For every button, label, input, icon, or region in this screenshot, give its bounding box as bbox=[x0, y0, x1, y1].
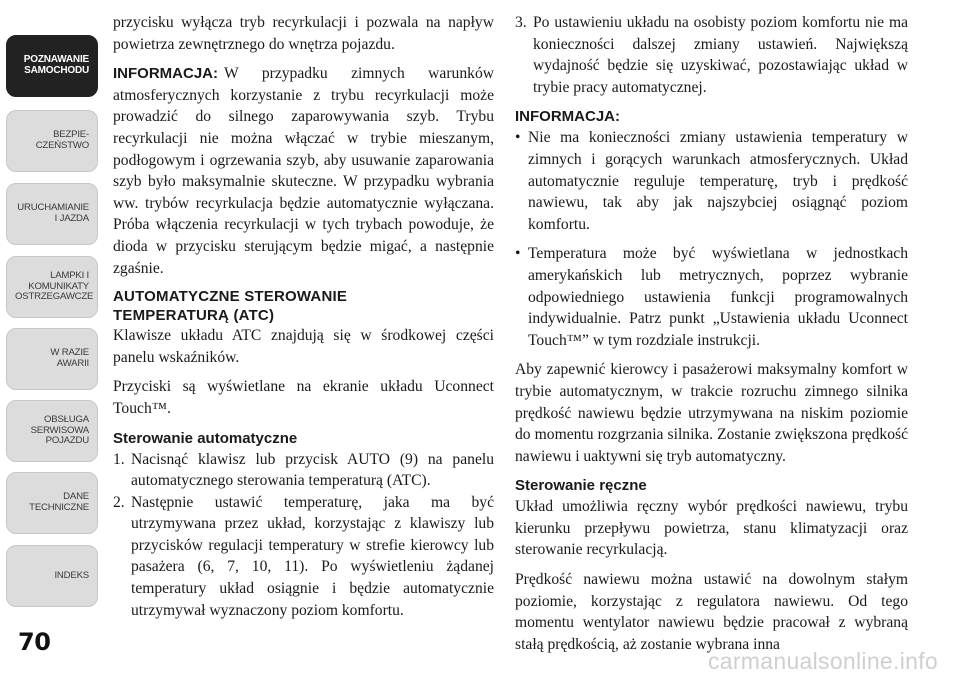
tab-label: POJAZDU bbox=[45, 435, 89, 447]
list-item bbox=[515, 12, 908, 98]
tab-obsluga-serwisowa[interactable] bbox=[6, 400, 98, 462]
tab-label: BEZPIE- bbox=[53, 129, 89, 141]
right-column bbox=[515, 12, 908, 663]
list-text: Po ustawieniu układu na osobisty poziom komfortu nie ma konieczności dalszej zmiany ustawień. Największą wydajność będzie się uzyskiwać, pozostawiając układ w trybie pracy automatycznej. bbox=[533, 14, 908, 96]
bullet-dot-icon: • bbox=[515, 129, 521, 147]
list-item bbox=[113, 492, 494, 622]
tab-w-razie-awarii[interactable] bbox=[6, 328, 98, 390]
tab-label: LAMPKI I bbox=[50, 270, 89, 282]
tab-label: SAMOCHODU bbox=[24, 65, 89, 76]
tab-label: URUCHAMIANIE bbox=[17, 202, 89, 214]
paragraph: Klawisze układu ATC znajdują się w środkowej części panelu wskaźników. bbox=[113, 327, 494, 366]
chapter-sidebar bbox=[0, 0, 104, 678]
tab-label: CZEŃSTWO bbox=[35, 140, 89, 151]
info-text: W przypadku zimnych warunków atmosferycznych korzystanie z trybu recyrkulacji może prowadzić do silnego zaparowywania szyb. Trybu recyrkulacji nie można włączać w trybie mieszanym, podłogowym i ogrzewania szyb, aby usuwanie zaparowania szyb było maksymalnie skuteczne. W przypadku wybrania ww. trybów recyrkulacja będzie automatycznie wyłączana. Próba włączenia recyrkulacji w tych trybach powoduje, że dioda w przycisku sterującym będzie migać, a następnie zgaśnie. bbox=[113, 65, 494, 277]
info-paragraph bbox=[113, 63, 494, 279]
paragraph: Aby zapewnić kierowcy i pasażerowi maksymalny komfort w trybie automatycznym, w trakcie rozruchu zimnego silnika prędkość nawiewu będzie utrzymywana na niskim poziomie do momentu rozgrzania silnika. Zostanie zwiększona prędkość nawiewu i uaktywni się tryb automatyczny. bbox=[515, 361, 908, 465]
paragraph: przycisku wyłącza tryb recyrkulacji i pozwala na napływ powietrza zewnętrznego do wnętrza pojazdu. bbox=[113, 14, 494, 53]
list-number: 3. bbox=[515, 14, 527, 31]
bullet-dot-icon: • bbox=[515, 245, 521, 263]
list-item bbox=[113, 449, 494, 492]
section-heading bbox=[113, 287, 494, 325]
tab-label: POZNAWANIE bbox=[23, 54, 89, 66]
list-text: Następnie ustawić temperaturę, jaka ma być utrzymywana przez układ, korzystając z klawiszy lub przycisków regulacji temperatury w strefie kierowcy lub pasażera (6, 7, 10, 11). Po wyświetleniu żądanej temperatury układ osiągnie i będzie automatycznie utrzymywał wyznaczony poziom komfortu. bbox=[131, 493, 494, 619]
left-column bbox=[113, 12, 494, 629]
bullet-item bbox=[515, 127, 908, 235]
list-text: Nacisnąć klawisz lub przycisk AUTO (9) na panelu automatycznego sterowania temperaturą (ATC). bbox=[131, 450, 494, 490]
paragraph: Przyciski są wyświetlane na ekranie układu Uconnect Touch™. bbox=[113, 378, 494, 417]
tab-indeks[interactable] bbox=[6, 545, 98, 607]
heading-line: AUTOMATYCZNE STEROWANIE bbox=[113, 288, 348, 306]
tab-poznawanie-samochodu[interactable] bbox=[6, 35, 98, 97]
tab-label: I JAZDA bbox=[54, 213, 89, 224]
info-heading: INFORMACJA: bbox=[515, 108, 620, 126]
bullet-text: Temperatura może być wyświetlana w jednostkach amerykańskich lub metrycznych, poprzez wybranie odpowiedniego ustawienia funkcji programowalnych indywidualnie. Patrz punkt „Ustawienia układu Uconnect Touch™” w tym rozdziale instrukcji. bbox=[528, 245, 908, 349]
tab-label: DANE bbox=[63, 491, 89, 503]
tab-bezpieczenstwo[interactable] bbox=[6, 110, 98, 172]
heading-line: TEMPERATURĄ (ATC) bbox=[113, 307, 275, 325]
subheading: Sterowanie ręczne bbox=[515, 477, 647, 495]
info-label: INFORMACJA: bbox=[113, 65, 218, 83]
numbered-list bbox=[113, 449, 494, 622]
numbered-list bbox=[515, 12, 908, 98]
tab-label: KOMUNIKATY bbox=[28, 280, 89, 292]
tab-label: AWARII bbox=[56, 358, 89, 369]
tab-label: OSTRZEGAWCZE bbox=[15, 291, 94, 303]
tab-label: W RAZIE bbox=[50, 347, 89, 359]
tab-label: INDEKS bbox=[54, 569, 89, 581]
paragraph: Prędkość nawiewu można ustawić na dowolnym stałym poziomie, korzystając z regulatora nawiewu. Od tego momentu wentylator nawiewu będzie pracował z wybraną stałą prędkością, aż zostanie wybrana inna bbox=[515, 571, 908, 653]
bullet-text: Nie ma konieczności zmiany ustawienia temperatury w zimnych i gorących warunkach atmosferycznych. Układ automatycznie reguluje temperaturę, tryb i prędkość nawiewu, tak aby jak najszybciej osiągnąć poziom komfortu. bbox=[528, 129, 908, 233]
tab-label: TECHNICZNE bbox=[29, 502, 89, 513]
subheading: Sterowanie automatyczne bbox=[113, 429, 298, 447]
paragraph: Układ umożliwia ręczny wybór prędkości nawiewu, trybu kierunku przepływu powietrza, stanu klimatyzacji oraz sterowanie recyrkulacją. bbox=[515, 498, 908, 559]
list-number: 2. bbox=[113, 493, 125, 511]
bullet-item bbox=[515, 243, 908, 351]
list-number: 1. bbox=[113, 450, 125, 468]
tab-label: OBSŁUGA bbox=[44, 414, 89, 426]
tab-label: SERWISOWA bbox=[30, 424, 89, 436]
tab-lampki-i-komunikaty[interactable] bbox=[6, 256, 98, 318]
page-number: 70 bbox=[18, 628, 51, 656]
tab-dane-techniczne[interactable] bbox=[6, 472, 98, 534]
tab-uruchamianie-i-jazda[interactable] bbox=[6, 183, 98, 245]
watermark: carmanualsonline.info bbox=[707, 648, 938, 674]
